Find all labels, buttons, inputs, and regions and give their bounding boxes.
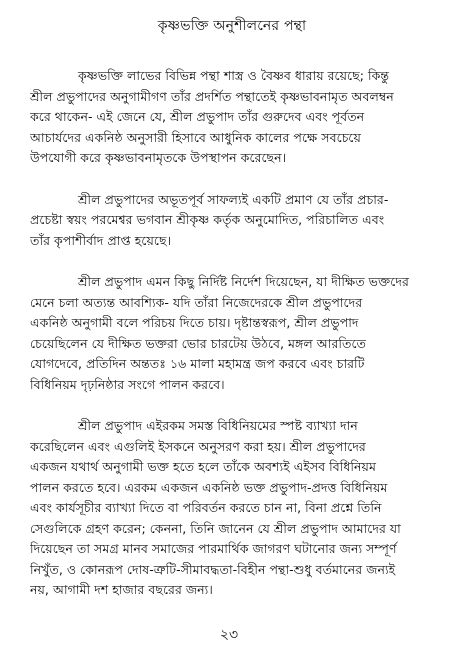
paragraph-line: নয়, আগামী দশ হাজার বছরের জন্য। <box>30 582 213 597</box>
paragraph-line: শ্রীল প্রভুপাদের অনুগামীগণ তাঁর প্রদর্শিত পন্থাতেই কৃষ্ণভাবনামৃত অবলম্বন <box>30 88 394 104</box>
paragraph-line: পালন করতে হবে। এরকম একজন একনিষ্ঠ ভক্ত প্রভুপাদ-প্রদত্ত বিধিনিয়ম <box>30 479 388 495</box>
page-number: ২৩ <box>219 627 239 643</box>
page-title: কৃষ্ণভক্তি অনুশীলনের পন্থা <box>157 18 307 34</box>
paragraph-line: মেনে চলা অত্যন্ত আবশ্যিক- যদি তাঁরা নিজেদেরকে শ্রীল প্রভুপাদের <box>30 294 363 310</box>
paragraph-line: করে থাকেন- এই জেনে যে, শ্রীল প্রভুপাদ তাঁর গুরুদেব এবং পূর্বতন <box>30 109 365 124</box>
paragraph-line: কৃষ্ণভক্তি লাভের বিভিন্ন পন্থা শাস্ত্র ও বৈষ্ণব ধারায় রয়েছে; কিন্তু <box>78 68 390 83</box>
paragraph-line: বিধিনিয়ম দৃঢ়নিষ্ঠার সংগে পালন করবে। <box>30 376 225 392</box>
paragraph-line: একজন যথার্থ অনুগামী ভক্ত হতে হলে তাঁকে অবশ্যই এইসব বিধিনিয়ম <box>30 459 376 474</box>
paragraph-2 <box>30 190 434 252</box>
paragraph-4 <box>30 416 434 601</box>
paragraph-line: একনিষ্ঠ অনুগামী বলে পরিচয় দিতে চায়। দৃষ্টান্তস্বরূপ, শ্রীল প্রভুপাদ <box>30 315 359 330</box>
paragraph-line: শ্রীল প্রভুপাদের অভূতপূর্ব সাফল্যই একটি প্রমাণ যে তাঁর প্রচার- <box>78 191 389 207</box>
paragraph-line: করেছিলেন এবং এগুলিই ইসকনে অনুসরণ করা হয়। শ্রীল প্রভুপাদের <box>30 438 366 454</box>
paragraph-line: তাঁর কৃপাশীর্বাদ প্রাপ্ত হয়েছে। <box>30 232 172 248</box>
paragraph-line: যোগদেবে, প্রতিদিন অন্ততঃ ১৬ মালা মহামন্ত্র জপ করবে এবং চারটি <box>30 356 365 371</box>
paragraph-line: চেয়েছিলেন যে দীক্ষিত ভক্তরা ভোর চারটেয় উঠবে, মঙ্গল আরতিতে <box>30 335 366 351</box>
paragraph-3 <box>30 272 434 395</box>
paragraph-line: আচার্যদের একনিষ্ঠ অনুসারী হিসাবে আধুনিক কালের পক্ষে সবচেয়ে <box>30 129 361 145</box>
paragraph-line: সেগুলিকে গ্রহণ করেন; কেননা, তিনি জানেন যে শ্রীল প্রভুপাদ আমাদের যা <box>30 520 401 536</box>
paragraph-line: উপযোগী করে কৃষ্ণভাবনামৃতকে উপস্থাপন করেছেন। <box>30 150 287 165</box>
paragraph-line: শ্রীল প্রভুপাদ এমন কিছু নির্দিষ্ট নির্দেশ দিয়েছেন, যা দীক্ষিত ভক্তদের <box>78 274 409 289</box>
paragraph-line: প্রচেষ্টা স্বয়ং পরমেশ্বর ভগবান শ্রীকৃষ্ণ কর্তৃক অনুমোদিত, পরিচালিত এবং <box>30 212 385 227</box>
paragraph-line: শ্রীল প্রভুপাদ এইরকম সমস্ত বিধিনিয়মের স্পষ্ট ব্যাখ্যা দান <box>78 418 358 433</box>
paragraph-line: এবং কার্যসূচীর ব্যাখ্যা দিতে বা পরিবর্তন করতে চান না, বিনা প্রশ্নে তিনি <box>30 500 382 515</box>
paragraph-line: দিয়েছেন তা সমগ্র মানব সমাজের পারমার্থিক জাগরণ ঘটানোর জন্য সম্পূর্ণ <box>30 541 397 556</box>
paragraph-line: নিখুঁত, ও কোনরূপ দোষ-ত্রুটি-সীমাবদ্ধতা-বিহীন পন্থা-শুধু বর্তমানের জন্যই <box>30 561 396 577</box>
paragraph-1 <box>30 66 434 169</box>
